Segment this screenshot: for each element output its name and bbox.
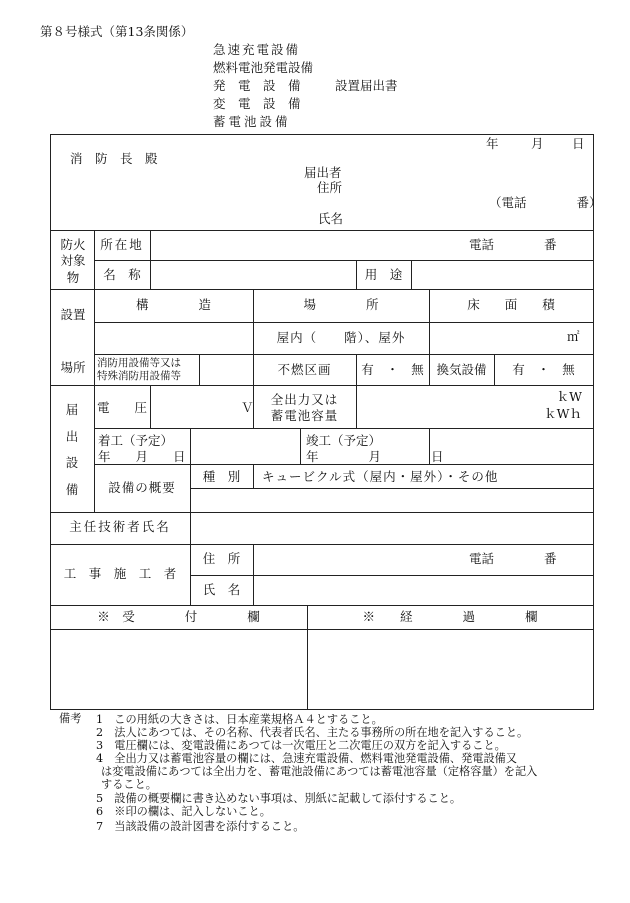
date-month: 月 <box>531 136 544 151</box>
object-name-label: 名 称 <box>103 267 141 282</box>
place-label: 場 所 <box>303 297 379 312</box>
date-day: 日 <box>572 136 585 151</box>
contractor-address-label: 住 所 <box>202 551 241 566</box>
title-line-3: 発 電 設 備 <box>213 78 301 93</box>
note-item: 7 当該設備の設計図書を添付すること。 <box>96 820 305 833</box>
site-label-bottom: 場所 <box>60 360 86 375</box>
equipment-label: 届 出 設 備 <box>65 402 79 497</box>
fire-equipment-label: 消防用設備等又は 特殊消防用設備等 <box>97 357 181 383</box>
engineer-label: 主任技術者氏名 <box>69 519 171 534</box>
form-number: 第８号様式（第13条関係） <box>40 24 194 39</box>
unit-v: Ｖ <box>241 400 254 415</box>
indoor-outdoor: 屋内（ 階）、屋外 <box>276 330 406 345</box>
note-item: 1 この用紙の大きさは、日本産業規格Ａ４とすること。 <box>96 713 383 726</box>
unit-kwh: ｋWｈ <box>544 406 582 421</box>
date-year: 年 <box>486 136 499 151</box>
use-label: 用 途 <box>364 267 403 282</box>
site-label-top: 設置 <box>60 307 86 322</box>
recipient: 消 防 長 殿 <box>70 151 158 166</box>
note-item: すること。 <box>101 778 157 791</box>
reception-column-header: ※ 受 付 欄 <box>97 609 260 624</box>
notifier-phone: （電話 番） <box>489 195 602 210</box>
title-line-4: 変 電 設 備 <box>213 96 301 111</box>
note-item: 3 電圧欄には、変電設備にあつては一次電圧と二次電圧の双方を記入すること。 <box>96 739 506 752</box>
title-line-5: 蓄電池設備 <box>213 114 291 129</box>
note-item: は変電設備にあつては全出力を、蓄電池設備にあつては蓄電池容量（定格容量）を記入 <box>101 765 538 778</box>
unit-kw: ｋW <box>556 389 582 404</box>
name-label: 氏名 <box>318 211 344 226</box>
ventilation-yes-no: 有 ・ 無 <box>512 362 575 377</box>
notes-label: 備考 <box>59 712 82 725</box>
contractor-label: 工 事 施 工 者 <box>63 566 177 581</box>
title-line-1: 急速充電設備 <box>213 42 301 57</box>
address-label: 住所 <box>317 180 343 195</box>
overview-label: 設備の概要 <box>108 480 176 495</box>
note-item: 6 ※印の欄は、記入しないこと。 <box>96 805 271 818</box>
location-label: 所在地 <box>100 237 144 252</box>
completion-label: 竣工（予定） 年 月 日 <box>306 433 444 465</box>
contractor-phone: 電話 番 <box>469 551 557 566</box>
fire-object-phone: 電話 番 <box>469 237 557 252</box>
note-item: 2 法人にあつては、その名称、代表者氏名、主たる事務所の所在地を記入すること。 <box>96 726 529 739</box>
nonflammable-label: 不燃区画 <box>277 362 332 377</box>
title-suffix: 設置届出書 <box>335 78 398 93</box>
voltage-label: 電 圧 <box>96 400 147 415</box>
output-label: 全出力又は 蓄電池容量 <box>270 392 339 423</box>
floor-area-label: 床 面 積 <box>467 297 555 312</box>
contractor-name-label: 氏 名 <box>202 582 241 597</box>
note-item: 5 設備の概要欄に書き込めない事項は、別紙に記載して添付すること。 <box>96 792 462 805</box>
notifier-label: 届出者 <box>304 165 342 180</box>
type-label: 種 別 <box>202 469 241 484</box>
ventilation-label: 換気設備 <box>436 362 487 377</box>
start-label: 着工（予定） 年 月 日 <box>98 433 186 465</box>
fire-object-label: 防火 対象 物 <box>60 237 86 285</box>
cubicle-option: キュービクル式（屋内・屋外）・その他 <box>262 469 499 484</box>
note-item: 4 全出力又は蓄電池容量の欄には、急速充電設備、燃料電池発電設備、発電設備又 <box>96 752 518 765</box>
nonflammable-yes-no: 有 ・ 無 <box>361 362 424 377</box>
progress-column-header: ※ 経 過 欄 <box>362 609 538 624</box>
structure-label: 構 造 <box>135 297 211 312</box>
title-line-2: 燃料電池発電設備 <box>213 60 314 75</box>
unit-m2: ㎡ <box>567 329 580 344</box>
